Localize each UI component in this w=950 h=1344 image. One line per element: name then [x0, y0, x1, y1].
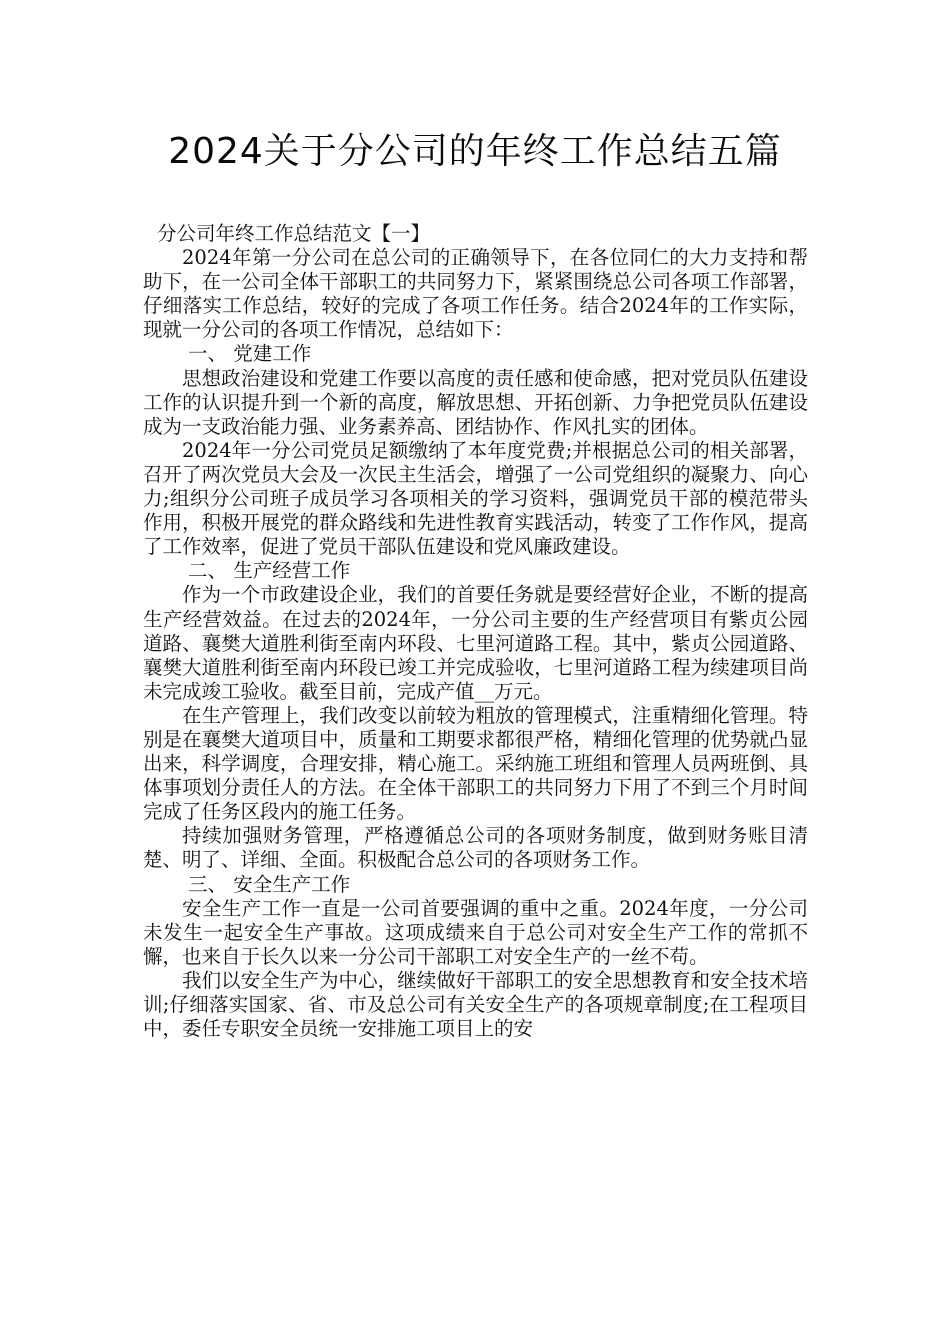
- section-subtitle: 分公司年终工作总结范文【一】: [157, 222, 431, 245]
- paragraph: 我们以安全生产为中心，继续做好干部职工的安全思想教育和安全技术培训;仔细落实国家、省、市及总公司有关安全生产的各项规章制度;在工程项目中，委任专职安全员统一安排施工项目上的安: [143, 968, 808, 1041]
- paragraph: 作为一个市政建设企业，我们的首要任务就是要经营好企业，不断的提高生产经营效益。在过去的2024年，一分公司主要的生产经营项目有紫贞公园道路、襄樊大道胜利街至南内环段、七里河道路工程。其中，紫贞公园道路、襄樊大道胜利街至南内环段已竣工并完成验收，七里河道路工程为续建项目尚未完成竣工验收。截至目前，完成产值__万元。: [143, 583, 808, 703]
- section-heading-production: 二、 生产经营工作: [188, 559, 351, 583]
- document-title: 2024关于分公司的年终工作总结五篇: [168, 131, 782, 172]
- section-heading-safety: 三、 安全生产工作: [188, 872, 351, 896]
- document-body: [143, 222, 808, 1041]
- section-heading-party-building: 一、 党建工作: [188, 342, 312, 366]
- paragraph: 安全生产工作一直是一公司首要强调的重中之重。2024年度，一分公司未发生一起安全生产事故。这项成绩来自于总公司对安全生产工作的常抓不懈，也来自于长久以来一分公司干部职工对安全生产的一丝不苟。: [143, 896, 808, 968]
- paragraph: 思想政治建设和党建工作要以高度的责任感和使命感，把对党员队伍建设工作的认识提升到一个新的高度，解放思想、开拓创新、力争把党员队伍建设成为一支政治能力强、业务素养高、团结协作、作风扎实的团体。: [143, 366, 808, 438]
- paragraph: 持续加强财务管理，严格遵循总公司的各项财务制度，做到财务账目清楚、明了、详细、全面。积极配合总公司的各项财务工作。: [143, 824, 808, 872]
- paragraph: 在生产管理上，我们改变以前较为粗放的管理模式，注重精细化管理。特别是在襄樊大道项目中，质量和工期要求都很严格，精细化管理的优势就凸显出来，科学调度，合理安排，精心施工。采纳施工班组和管理人员两班倒、具体事项划分责任人的方法。在全体干部职工的共同努力下用了不到三个月时间完成了任务区段内的施工任务。: [143, 703, 808, 824]
- paragraph: 2024年第一分公司在总公司的正确领导下，在各位同仁的大力支持和帮助下，在一公司全体干部职工的共同努力下，紧紧围绕总公司各项工作部署，仔细落实工作总结，较好的完成了各项工作任务。结合2024年的工作实际，现就一分公司的各项工作情况，总结如下：: [143, 246, 808, 342]
- paragraph: 2024年一分公司党员足额缴纳了本年度党费;并根据总公司的相关部署，召开了两次党员大会及一次民主生活会，增强了一公司党组织的凝聚力、向心力;组织分公司班子成员学习各项相关的学习资料，强调党员干部的模范带头作用，积极开展党的群众路线和先进性教育实践活动，转变了工作作风，提高了工作效率，促进了党员干部队伍建设和党风廉政建设。: [143, 438, 808, 559]
